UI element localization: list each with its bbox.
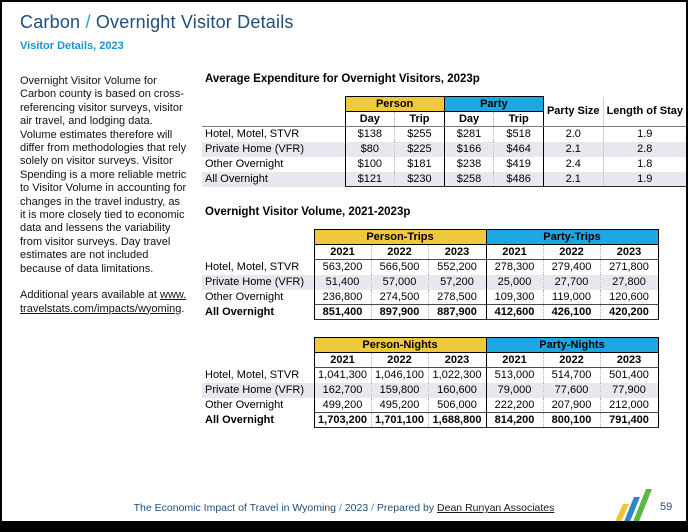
party-size-header: Party Size [543,97,603,127]
year-header: 2023 [600,353,658,368]
year-header: 2021 [314,353,371,368]
party-group-header: Party [444,97,543,112]
row-label: All Overnight [205,414,275,426]
expenditure-row [202,157,686,172]
volume-value: 271,800 [600,260,658,275]
volume-value: 499,200 [314,398,371,413]
volume-value: 1,688,800 [428,413,486,428]
volume-value: 495,200 [371,398,428,413]
expenditure-value: 2.1 [543,142,603,157]
sidebar-additional-years [20,289,188,316]
volume-value: 506,000 [428,398,486,413]
expenditure-value: $255 [395,127,445,142]
volume-value: 800,100 [543,413,600,428]
volume-value: 278,300 [486,260,543,275]
row-label: Hotel, Motel, STVR [205,128,300,141]
sub-header-day-0: Day [345,112,395,127]
expenditure-value: $181 [395,157,445,172]
expenditure-value: $281 [444,127,494,142]
volume-value: 27,800 [600,275,658,290]
year-header: 2022 [543,353,600,368]
row-label: Other Overnight [205,291,284,303]
volume-value: 212,000 [600,398,658,413]
expenditure-value: 2.1 [543,172,603,187]
volume-value: 1,022,300 [428,368,486,383]
volume-value: 501,400 [600,368,658,383]
row-label: Private Home (VFR) [205,384,305,396]
volume-row [202,398,658,413]
volume-value: 814,200 [486,413,543,428]
row-label: Hotel, Motel, STVR [205,369,300,381]
volume-value: 1,701,100 [371,413,428,428]
length-of-stay-header: Length of Stay [603,97,686,127]
volume-header-spacer [202,338,314,353]
volume-value: 563,200 [314,260,371,275]
year-header: 2023 [428,353,486,368]
volume-value: 791,400 [600,413,658,428]
party-group-header: Party-Nights [486,338,658,353]
travelstats-link[interactable]: www.travelstats.com/impacts/wyoming [20,289,187,315]
year-header: 2021 [486,353,543,368]
volume-value: 514,700 [543,368,600,383]
volume-value: 412,600 [486,305,543,320]
row-label: Other Overnight [205,158,284,170]
page-title-separator: / [80,12,96,32]
person-group-header: Person-Trips [314,230,486,245]
footer-separator-2: / [368,502,377,514]
expenditure-row [202,172,686,187]
expenditure-value: $166 [444,142,494,157]
year-header: 2022 [371,245,428,260]
sub-header-trip-1: Trip [395,112,445,127]
volume-value: 426,100 [543,305,600,320]
year-header: 2021 [314,245,371,260]
volume-year-spacer [202,353,314,368]
footer-report-title: The Economic Impact of Travel in Wyoming [133,502,337,514]
volume-value: 159,800 [371,383,428,398]
volume-row [202,368,658,383]
dean-runyan-stripes-logo-icon [614,487,654,525]
volume-value: 119,000 [543,290,600,305]
page-title-section: Overnight Visitor Details [95,12,294,32]
year-header: 2023 [600,245,658,260]
expenditure-value: $100 [345,157,395,172]
page-number: 59 [660,501,673,513]
expenditure-row [202,127,686,142]
volume-value: 279,400 [543,260,600,275]
volume-value: 236,800 [314,290,371,305]
expenditure-section-heading: Average Expenditure for Overnight Visitors, 2023p [205,73,480,85]
expenditure-value: 2.4 [543,157,603,172]
footer-year: 2023 [344,502,369,514]
bottom-border-bar [2,521,686,530]
sub-header-trip-3: Trip [494,112,544,127]
volume-value: 278,500 [428,290,486,305]
volume-value: 851,400 [314,305,371,320]
volume-value: 77,900 [600,383,658,398]
volume-value: 27,700 [543,275,600,290]
expenditure-value: $464 [494,142,544,157]
volume-value: 79,000 [486,383,543,398]
expenditure-row [202,142,686,157]
expenditure-value: $258 [444,172,494,187]
volume-row [202,260,658,275]
expenditure-value: 1.8 [637,158,653,170]
expenditure-value: $419 [494,157,544,172]
page-title [20,12,294,33]
volume-value: 109,300 [486,290,543,305]
volume-value: 1,703,200 [314,413,371,428]
volume-row [202,290,658,305]
expenditure-value: $518 [494,127,544,142]
volume-row [202,305,658,320]
person-group-header: Person-Nights [314,338,486,353]
year-header: 2023 [428,245,486,260]
expenditure-value: 2.0 [543,127,603,142]
volume-value: 513,000 [486,368,543,383]
volume-value: 897,900 [371,305,428,320]
volume-value: 222,200 [486,398,543,413]
volume-value: 420,200 [600,305,658,320]
volume-section-heading: Overnight Visitor Volume, 2021-2023p [205,206,411,218]
footer-credit [2,502,686,514]
volume-value: 57,200 [428,275,486,290]
volume-value: 160,600 [428,383,486,398]
footer-prepared-by: Prepared by [376,502,438,514]
volume-row [202,413,658,428]
party-group-header: Party-Trips [486,230,658,245]
expenditure-value: $225 [395,142,445,157]
volume-value: 51,400 [314,275,371,290]
dean-runyan-link[interactable]: Dean Runyan Associates [437,502,555,514]
expenditure-value: 1.9 [637,128,653,141]
volume-value: 207,900 [543,398,600,413]
volume-row [202,275,658,290]
row-label: Other Overnight [205,399,284,411]
expenditure-value: $80 [345,142,395,157]
volume-year-spacer [202,245,314,260]
volume-value: 57,000 [371,275,428,290]
expenditure-value: $230 [395,172,445,187]
person-group-header: Person [345,97,444,112]
volume-value: 566,500 [371,260,428,275]
row-label: Private Home (VFR) [205,276,305,288]
volume-value: 274,500 [371,290,428,305]
visitor-volume-nights-table [202,337,659,428]
volume-value: 25,000 [486,275,543,290]
row-label: All Overnight [205,173,268,185]
row-label: Private Home (VFR) [205,143,305,155]
expenditure-value: $138 [345,127,395,142]
volume-value: 1,046,100 [371,368,428,383]
sidebar-additional-prefix: Additional years available at [20,289,161,302]
expenditure-value: $486 [494,172,544,187]
row-label: Hotel, Motel, STVR [205,261,300,273]
volume-row [202,383,658,398]
volume-value: 552,200 [428,260,486,275]
year-header: 2022 [371,353,428,368]
volume-header-spacer [202,230,314,245]
footer-separator-1: / [336,502,345,514]
expenditure-value: 2.8 [637,143,653,155]
visitor-volume-trips-table [202,229,659,320]
volume-value: 162,700 [314,383,371,398]
volume-value: 1,041,300 [314,368,371,383]
sidebar-methodology-paragraph: Overnight Visitor Volume for Carbon county is based on cross-referencing visitor surveys, visitor air travel, and lodging data. Volume estimates therefore will differ from methodologies that rely solely on visitor surveys. Visitor Spending is a more reliable metric to Visitor Volume in accounting for changes in the travel industry, as it is more closely tied to economic data and lessens the variability from visitor surveys. Day travel estimates are not included because of data limitations. [20,75,187,275]
sub-header-day-2: Day [444,112,494,127]
volume-value: 77,600 [543,383,600,398]
sidebar-note [20,75,188,316]
expenditure-value: $121 [345,172,395,187]
sidebar-additional-suffix: . [181,302,185,315]
expenditure-value: 1.9 [603,172,686,187]
page-title-county: Carbon [20,12,81,32]
page-subtitle: Visitor Details, 2023 [20,40,124,52]
year-header: 2021 [486,245,543,260]
year-header: 2022 [543,245,600,260]
expenditure-value: $238 [444,157,494,172]
volume-value: 120,600 [600,290,658,305]
row-label: All Overnight [205,306,275,318]
volume-value: 887,900 [428,305,486,320]
expenditure-header-spacer [202,97,345,127]
expenditure-table [202,96,686,187]
